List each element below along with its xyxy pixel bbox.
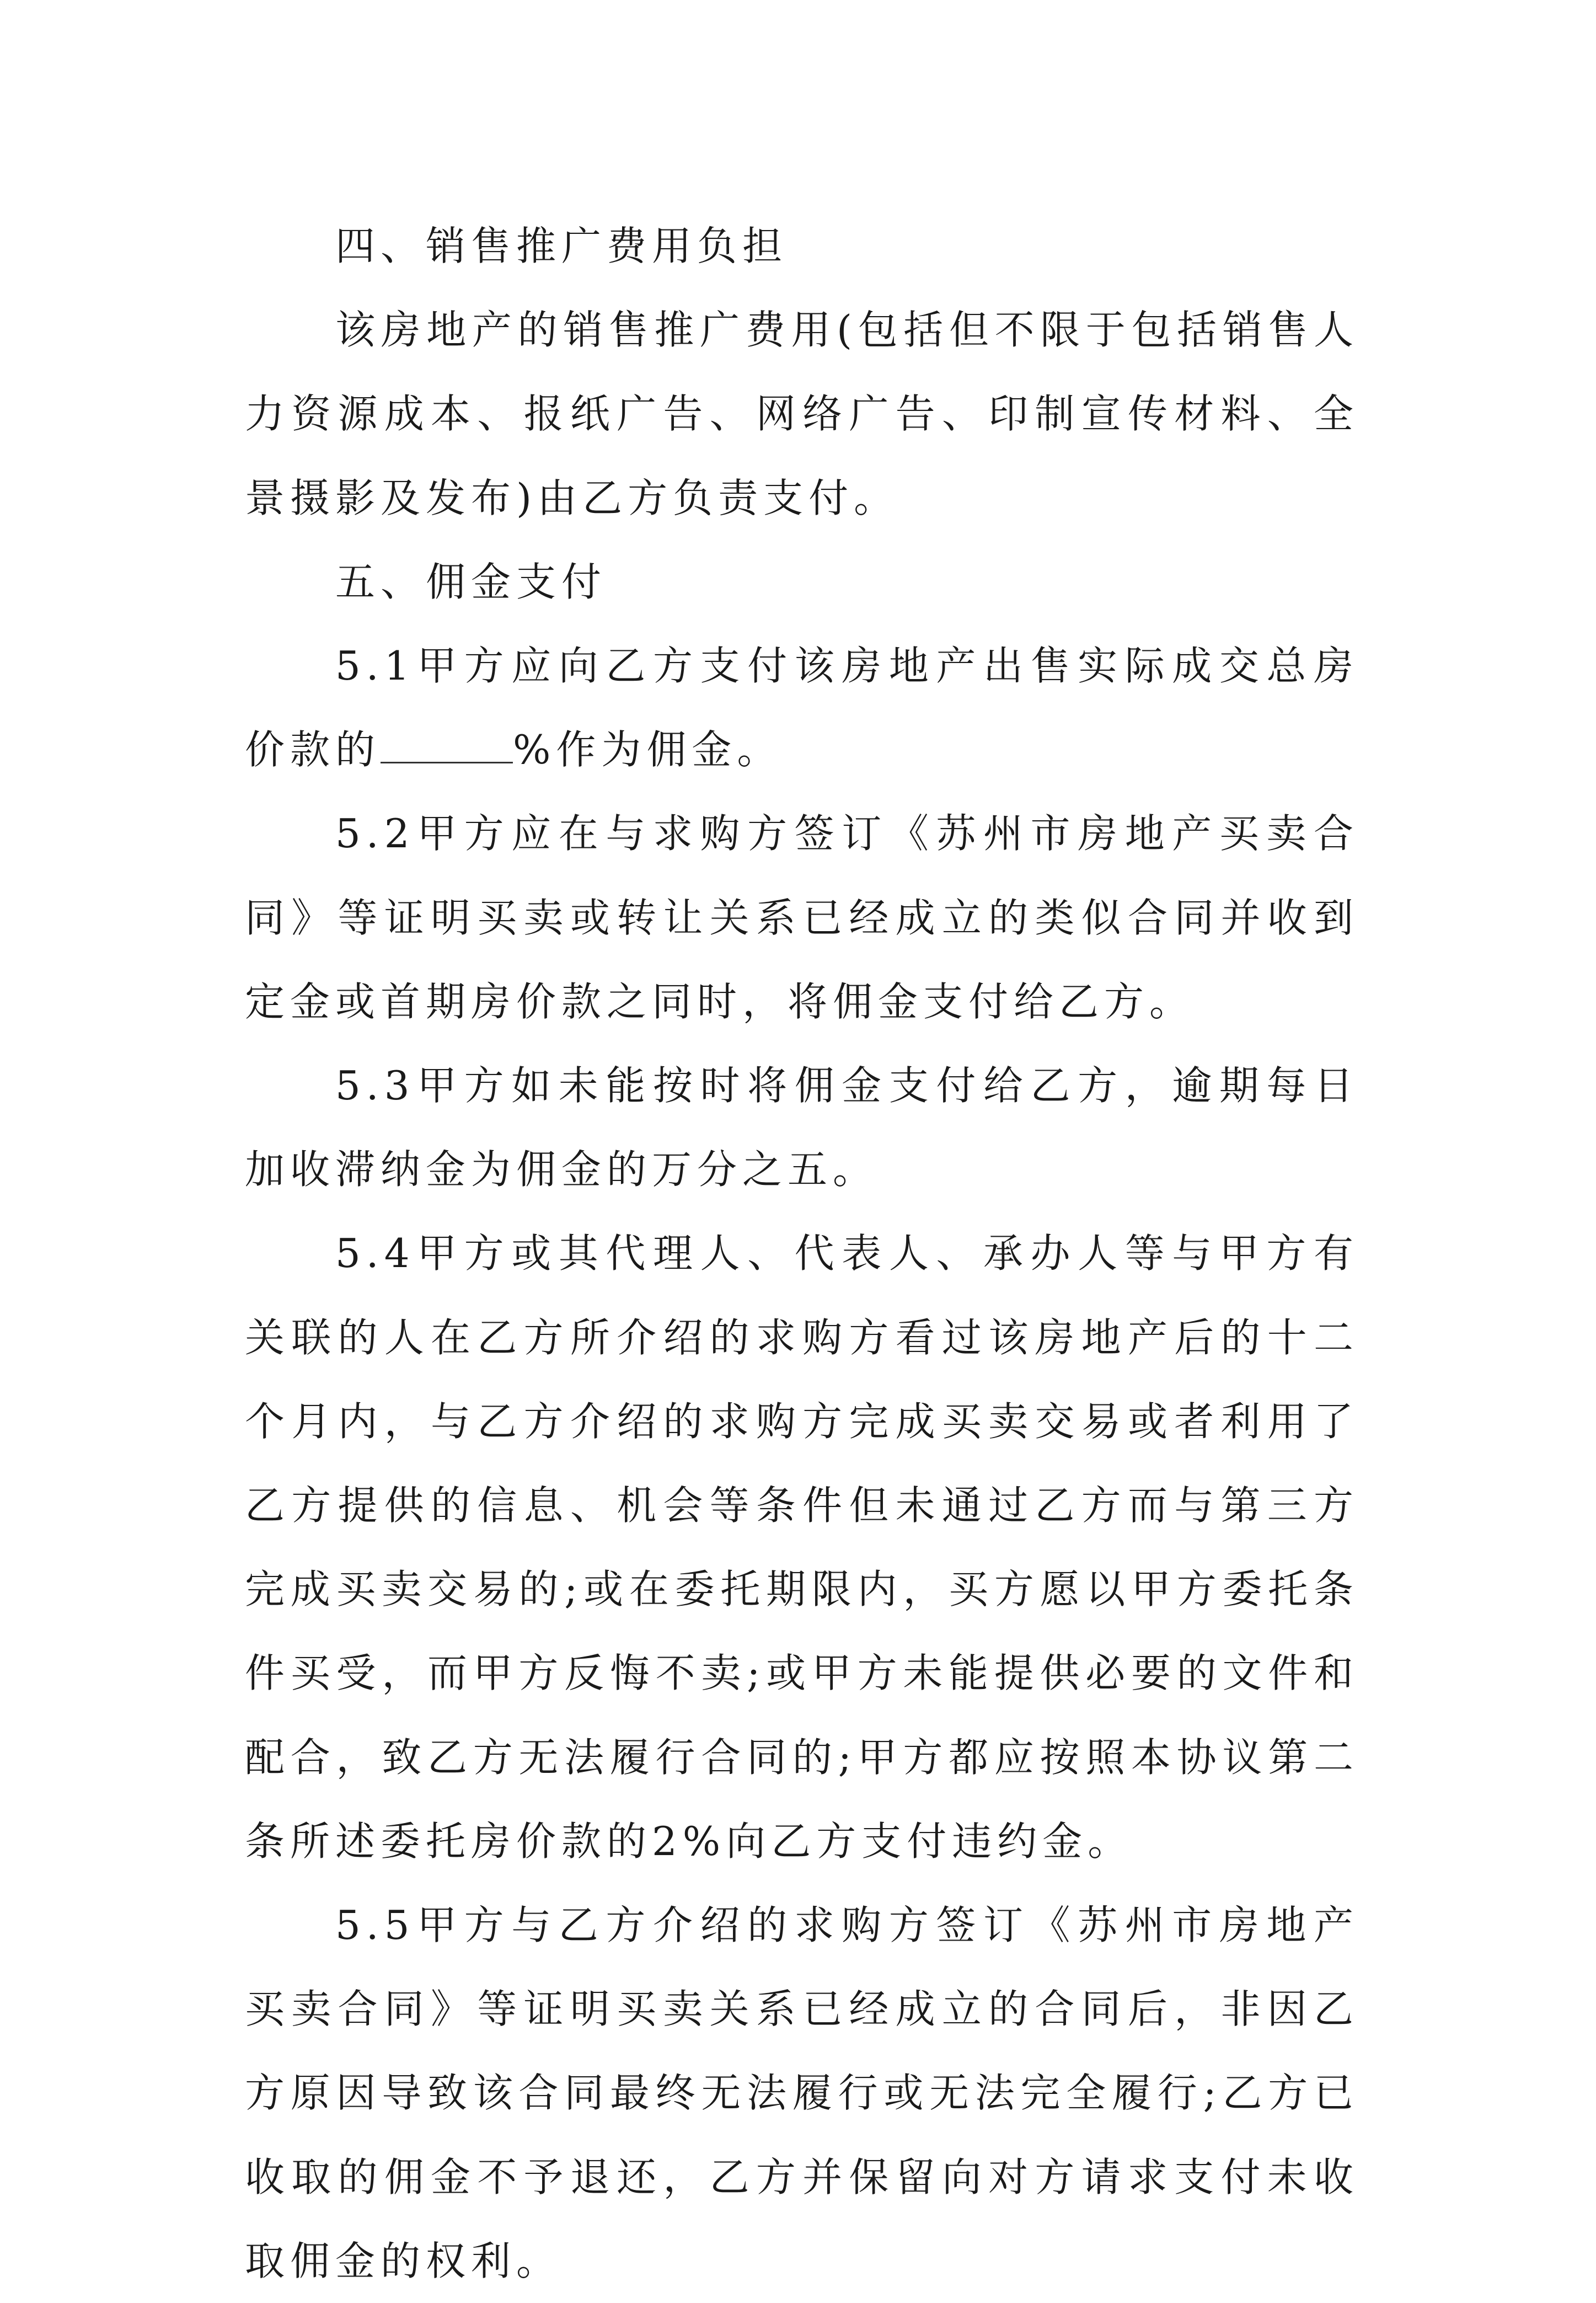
clause-5-2: 5.2甲方应在与求购方签订《苏州市房地产买卖合同》等证明买卖或转让关系已经成立的类似合同并收到定金或首期房价款之同时，将佣金支付给乙方。 bbox=[245, 810, 1359, 1025]
section-4-heading: 四、销售推广费用负担 bbox=[335, 223, 788, 269]
section-4-body: 该房地产的销售推广费用(包括但不限于包括销售人力资源成本、报纸广告、网络广告、印制宣传材料、全景摄影及发布)由乙方负责支付。 bbox=[245, 307, 1359, 521]
clause-5-5: 5.5甲方与乙方介绍的求购方签订《苏州市房地产买卖合同》等证明买卖关系已经成立的合同后，非因乙方原因导致该合同最终无法履行或无法完全履行;乙方已收取的佣金不予退还，乙方并保留向对方请求支付未收取佣金的权利。 bbox=[245, 1902, 1359, 2284]
clause-5-1 bbox=[245, 624, 1359, 792]
clause-5-1-text-after: %作为佣金。 bbox=[513, 726, 783, 773]
section-5-heading: 五、佣金支付 bbox=[335, 558, 607, 605]
clause-5-4: 5.4甲方或其代理人、代表人、承办人等与甲方有关联的人在乙方所介绍的求购方看过该房地产后的十二个月内，与乙方介绍的求购方完成买卖交易或者利用了乙方提供的信息、机会等条件但未通过乙方而与第三方完成买卖交易的;或在委托期限内，买方愿以甲方委托条件买受，而甲方反悔不卖;或甲方未能提供必要的文件和配合，致乙方无法履行合同的;甲方都应按照本协议第二条所述委托房价款的2%向乙方支付违约金。 bbox=[245, 1230, 1359, 1864]
clause-5-3: 5.3甲方如未能按时将佣金支付给乙方，逾期每日加收滞纳金为佣金的万分之五。 bbox=[245, 1062, 1359, 1193]
clause-5-1-text-before: 5.1甲方应向乙方支付该房地产出售实际成交总房价款的 bbox=[245, 643, 1359, 773]
commission-percent-blank bbox=[381, 729, 513, 763]
document-body bbox=[245, 204, 1359, 2303]
